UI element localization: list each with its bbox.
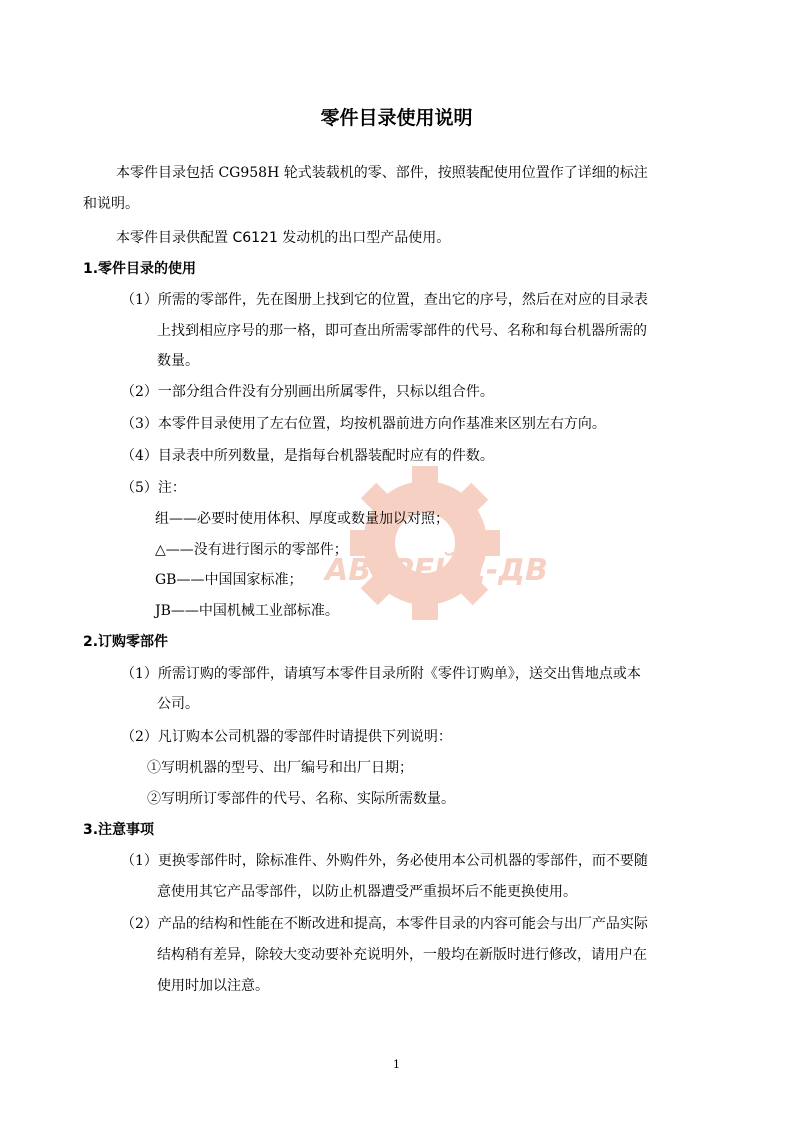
intro-line-2: 和说明。	[83, 196, 139, 212]
s3-item-2-line-1: （2）产品的结构和性能在不断改进和提高，本零件目录的内容可能会与出厂产品实际	[121, 916, 648, 932]
gear-icon	[350, 466, 500, 620]
watermark-logo	[320, 448, 570, 648]
intro-line-3: 本零件目录供配置 C6121 发动机的出口型产品使用。	[116, 230, 451, 246]
s3-item-1-line-2: 意使用其它产品零部件，以防止机器遭受严重损坏后不能更换使用。	[157, 884, 577, 900]
s2-clause-1: ①写明机器的型号、出厂编号和出厂日期；	[147, 760, 413, 776]
s2-item-1-line-1: （1）所需订购的零部件，请填写本零件目录所附《零件订购单》，送交出售地点或本	[121, 666, 641, 682]
s3-item-1-line-1: （1）更换零部件时，除标准件、外购件外，务必使用本公司机器的零部件，而不要随	[121, 853, 648, 869]
s1-item-2: （2）一部分组合件没有分别画出所属零件，只标以组合件。	[121, 384, 494, 400]
s1-note-3: GB——中国国家标准；	[155, 572, 303, 588]
s1-item-5: （5）注：	[121, 480, 186, 496]
section-2-heading: 2.订购零部件	[83, 634, 169, 650]
watermark-text: АВТРЕЙД-ДВ	[325, 553, 548, 588]
section-1-heading: 1.零件目录的使用	[83, 261, 197, 277]
s1-item-1-line-2: 上找到相应序号的那一格，即可查出所需零部件的代号、名称和每台机器所需的	[157, 323, 647, 339]
section-3-heading: 3.注意事项	[83, 822, 155, 838]
s3-item-2-line-2: 结构稍有差异，除较大变动要补充说明外，一般均在新版时进行修改，请用户在	[157, 947, 647, 963]
s1-item-3: （3）本零件目录使用了左右位置，均按机器前进方向作基准来区别左右方向。	[121, 416, 606, 432]
s1-note-1: 组——必要时使用体积、厚度或数量加以对照；	[155, 511, 449, 527]
s1-item-1-line-1: （1）所需的零部件，先在图册上找到它的位置，查出它的序号，然后在对应的目录表	[121, 292, 648, 308]
s1-item-4: （4）目录表中所列数量，是指每台机器装配时应有的件数。	[121, 448, 494, 464]
s1-note-2: △——没有进行图示的零部件；	[155, 542, 348, 558]
s3-item-2-line-3: 使用时加以注意。	[157, 978, 269, 994]
s2-clause-2: ②写明所订零部件的代号、名称、实际所需数量。	[147, 791, 455, 807]
s2-item-1-line-2: 公司。	[157, 696, 199, 712]
s2-item-2: （2）凡订购本公司机器的零部件时请提供下列说明：	[121, 729, 452, 745]
page-number: 1	[393, 1058, 400, 1071]
intro-line-1: 本零件目录包括 CG958H 轮式装载机的零、部件，按照装配使用位置作了详细的标注	[116, 165, 648, 181]
s1-item-1-line-3: 数量。	[157, 353, 199, 369]
page-title: 零件目录使用说明	[320, 107, 473, 129]
s1-note-4: JB——中国机械工业部标准。	[155, 603, 339, 619]
